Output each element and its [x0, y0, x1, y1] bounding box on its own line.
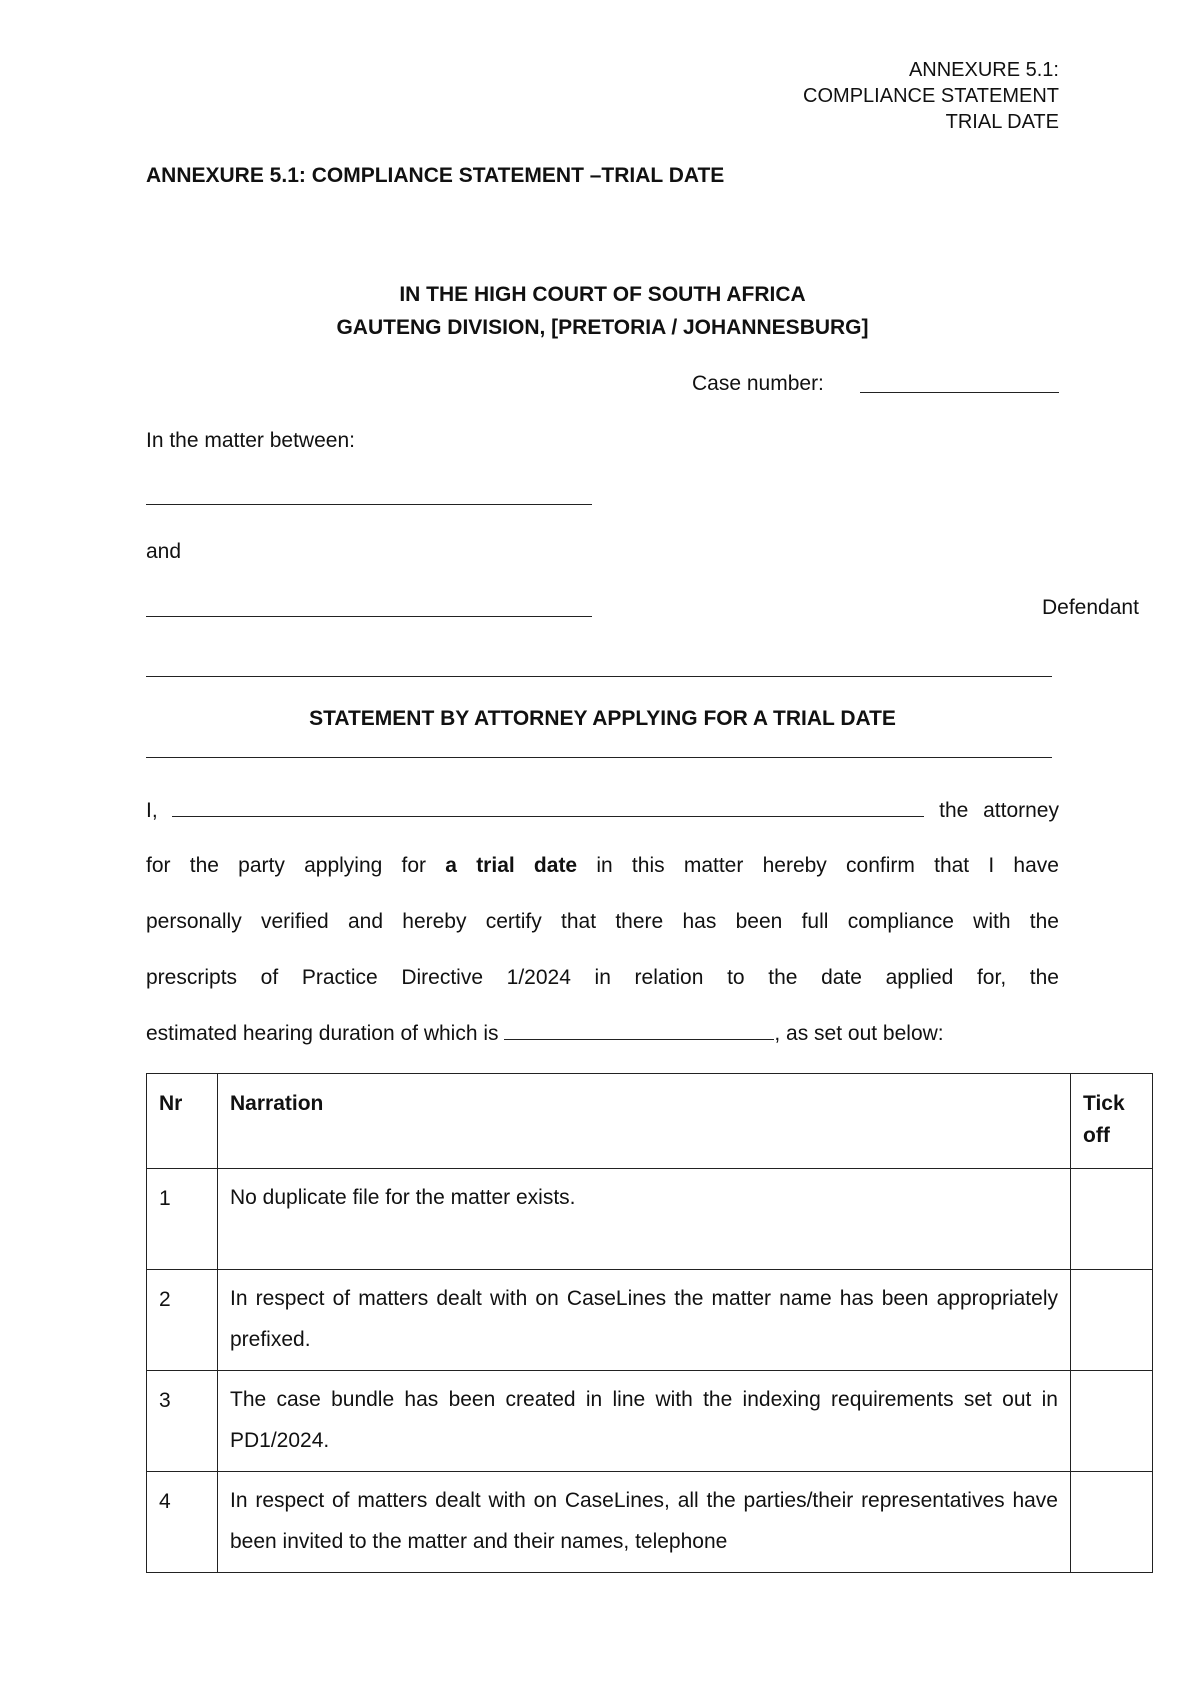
- defendant-label: Defendant: [1042, 596, 1139, 619]
- paragraph-line-3: personally verified and hereby certify that there has been full compliance with the: [146, 910, 1059, 933]
- table-row: [147, 1371, 1153, 1472]
- paragraph-line5-end: , as set out below:: [774, 1022, 944, 1045]
- row-number: 4: [147, 1472, 218, 1573]
- paragraph-line2-bold: a trial date: [445, 854, 578, 877]
- tick-off-cell[interactable]: [1071, 1169, 1153, 1270]
- row-narration: No duplicate file for the matter exists.: [218, 1169, 1071, 1270]
- header-trial-date: TRIAL DATE: [945, 111, 1059, 133]
- court-name: IN THE HIGH COURT OF SOUTH AFRICA: [399, 283, 806, 306]
- table-row: [147, 1169, 1153, 1270]
- table-row: [147, 1472, 1153, 1573]
- header-nr: Nr: [147, 1074, 218, 1169]
- and-text: and: [146, 540, 182, 563]
- table-row: [147, 1270, 1153, 1371]
- plaintiff-blank: [146, 504, 592, 505]
- row-narration: In respect of matters dealt with on CaseLines, all the parties/their representatives have been invited to the matter and their names, telephone: [218, 1472, 1071, 1573]
- matter-between-label: In the matter between:: [146, 429, 355, 452]
- paragraph-line5-start: estimated hearing duration of which is: [146, 1022, 499, 1045]
- paragraph-line-2: [146, 851, 1059, 881]
- paragraph-line2-end: in this matter hereby confirm that I have: [596, 854, 1059, 877]
- paragraph-line-5: [146, 1019, 944, 1049]
- document-title: ANNEXURE 5.1: COMPLIANCE STATEMENT –TRIAL DATE: [146, 164, 725, 187]
- tick-off-cell[interactable]: [1071, 1472, 1153, 1573]
- row-number: 1: [147, 1169, 218, 1270]
- case-number-blank: [860, 392, 1059, 393]
- paragraph-line1-start: I,: [146, 799, 158, 822]
- header-annexure: ANNEXURE 5.1:: [908, 59, 1059, 81]
- table-header-row: [147, 1074, 1153, 1169]
- row-narration: In respect of matters dealt with on CaseLines the matter name has been appropriately prefixed.: [218, 1270, 1071, 1371]
- attorney-name-blank: [172, 798, 924, 817]
- paragraph-line2-start: for the party applying for: [146, 854, 427, 877]
- statement-heading: STATEMENT BY ATTORNEY APPLYING FOR A TRIAL DATE: [309, 707, 896, 730]
- defendant-blank: [146, 616, 592, 617]
- top-divider: [146, 676, 1052, 677]
- tick-off-cell[interactable]: [1071, 1270, 1153, 1371]
- compliance-checklist-table: [146, 1073, 1153, 1573]
- row-number: 3: [147, 1371, 218, 1472]
- paragraph-line-4: prescripts of Practice Directive 1/2024 in relation to the date applied for, the: [146, 966, 1059, 989]
- bottom-divider: [146, 757, 1052, 758]
- header-tick-off: Tick off: [1071, 1074, 1153, 1169]
- tick-off-cell[interactable]: [1071, 1371, 1153, 1472]
- paragraph-line1-end: the attorney: [939, 799, 1059, 822]
- case-number-label: Case number:: [692, 372, 824, 395]
- header-compliance-statement: COMPLIANCE STATEMENT: [803, 85, 1059, 107]
- paragraph-line-1: [146, 796, 1059, 826]
- header-narration: Narration: [218, 1074, 1071, 1169]
- court-division: GAUTENG DIVISION, [PRETORIA / JOHANNESBURG]: [336, 316, 869, 339]
- row-narration: The case bundle has been created in line with the indexing requirements set out in PD1/2024.: [218, 1371, 1071, 1472]
- hearing-duration-blank: [504, 1021, 774, 1040]
- row-number: 2: [147, 1270, 218, 1371]
